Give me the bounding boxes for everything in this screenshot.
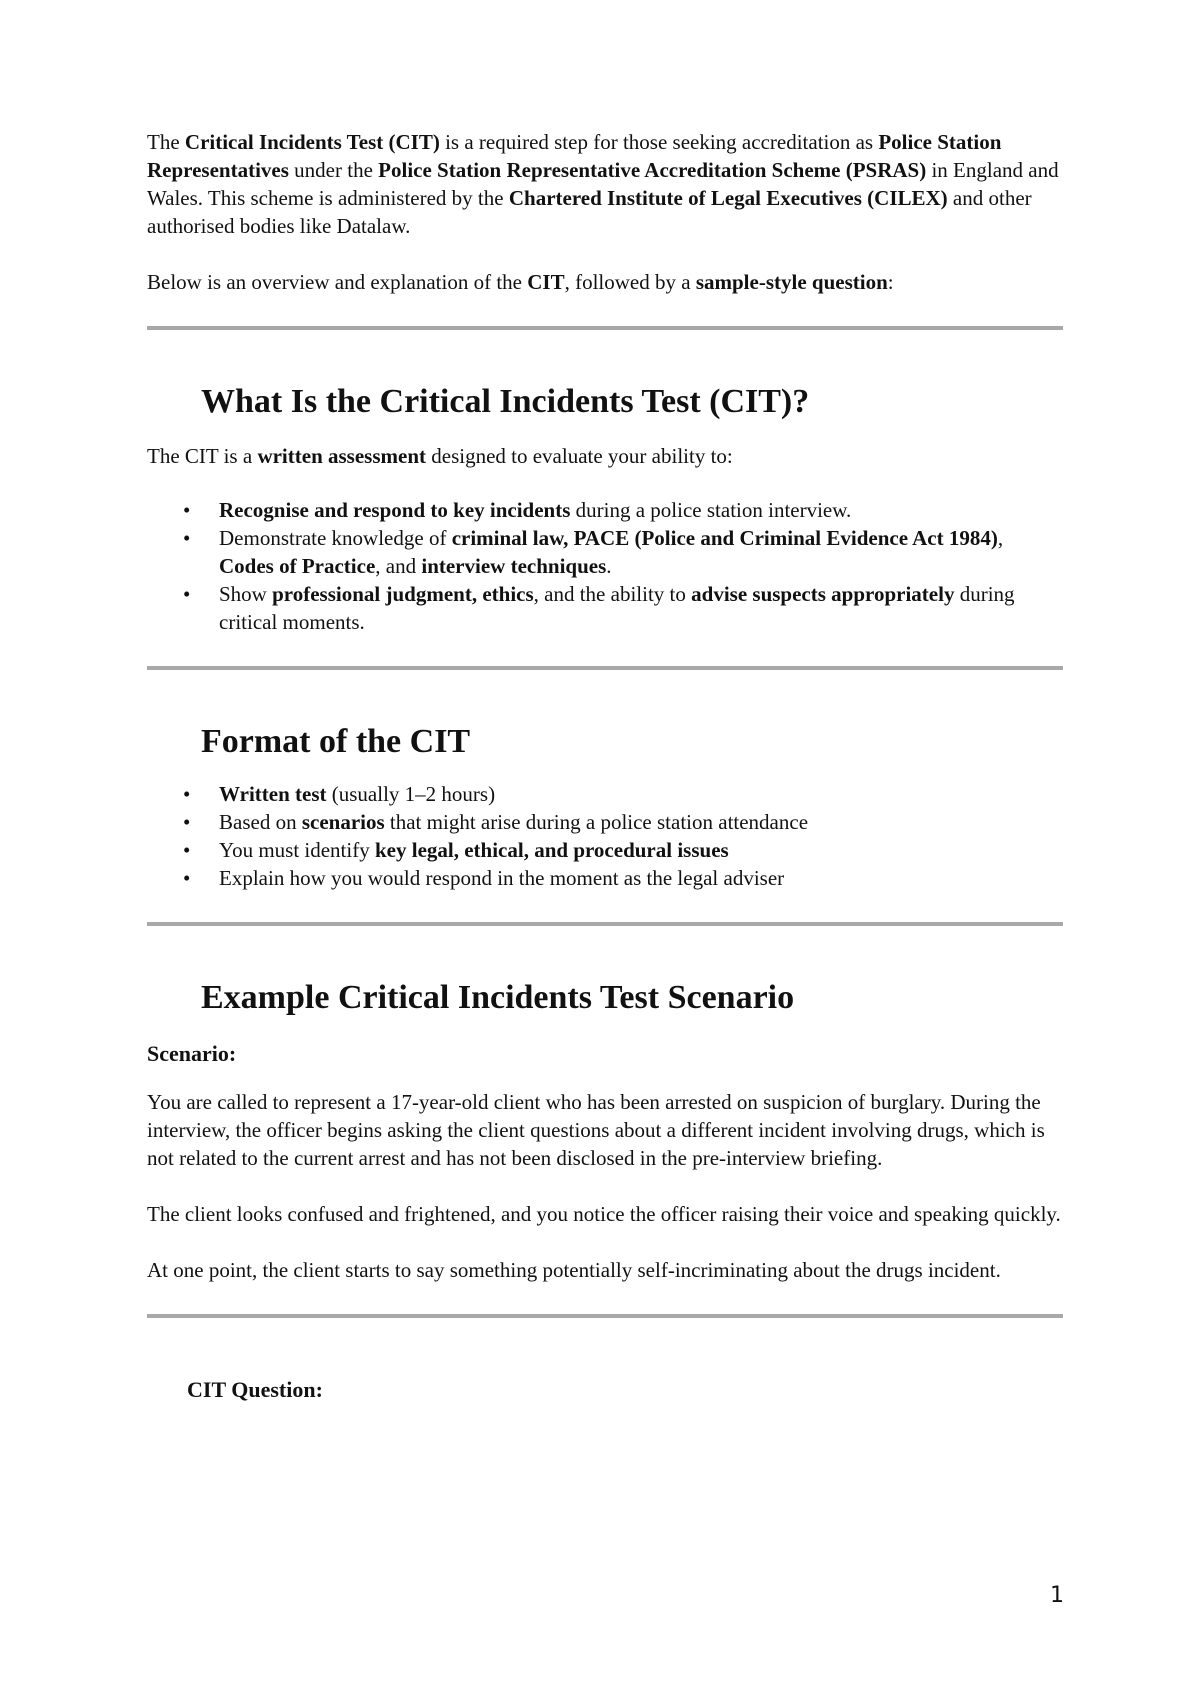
bullet-icon: • xyxy=(183,866,191,890)
overview-paragraph xyxy=(147,268,1063,296)
scenario-paragraph: You are called to represent a 17-year-old client who has been arrested on suspicion of burglary. During the interview, the officer begins asking the client questions about a different incident involving drugs, which is not related to the current arrest and has not been disclosed in the pre-interview briefing. xyxy=(147,1090,1045,1170)
intro-text: is a required step for those seeking accreditation as xyxy=(439,130,879,154)
bullet-icon: • xyxy=(183,810,191,834)
document-page xyxy=(147,128,1063,1404)
section-heading-example: Example Critical Incidents Test Scenario xyxy=(201,979,795,1016)
list-item xyxy=(147,864,1063,892)
list-item-text: Show xyxy=(219,582,273,606)
intro-bold-psras: Police Station Representative Accreditation Scheme (PSRAS) xyxy=(378,158,927,182)
list-item-bold: Recognise and respond to key incidents xyxy=(219,498,571,522)
lead-bold: written assessment xyxy=(257,444,426,468)
list-item-text: that might arise during a police station attendance xyxy=(384,810,809,834)
cit-question-heading: CIT Question: xyxy=(187,1377,323,1402)
list-item-bold: interview techniques xyxy=(421,554,607,578)
scenario-paragraph: The client looks confused and frightened, and you notice the officer raising their voice and speaking quickly. xyxy=(147,1202,1061,1226)
horizontal-rule xyxy=(147,1314,1063,1318)
list-item-bold: key legal, ethical, and procedural issues xyxy=(374,838,729,862)
overview-text: Below is an overview and explanation of the xyxy=(147,270,528,294)
list-item-text: Explain how you would respond in the moment as the legal adviser xyxy=(219,866,785,890)
list-item-text: Based on xyxy=(219,810,302,834)
list-item-text: You must identify xyxy=(219,838,375,862)
list-item-text: (usually 1–2 hours) xyxy=(326,782,496,806)
horizontal-rule xyxy=(147,666,1063,670)
list-item-bold: advise suspects appropriately xyxy=(691,582,955,606)
bullet-icon: • xyxy=(183,838,191,862)
scenario-subheading: Scenario: xyxy=(147,1041,237,1066)
list-item xyxy=(147,780,1063,808)
list-item-text: . xyxy=(606,554,612,578)
bullet-icon: • xyxy=(183,498,191,522)
section-what-lead xyxy=(147,442,1063,470)
list-item-text: during critical moments. xyxy=(219,582,1015,634)
list-item-text: , and the ability to xyxy=(533,582,692,606)
list-item xyxy=(147,496,1063,524)
overview-text: , followed by a xyxy=(564,270,696,294)
list-item-text: , and xyxy=(375,554,422,578)
section-heading-format: Format of the CIT xyxy=(201,723,471,760)
intro-bold-psr: Police Station Representatives xyxy=(147,130,1002,182)
list-item-bold: Written test xyxy=(219,782,327,806)
list-item-text: , xyxy=(997,526,1004,550)
list-item xyxy=(147,808,1063,836)
intro-paragraph xyxy=(147,128,1063,240)
list-item-bold: scenarios xyxy=(301,810,385,834)
overview-bold: CIT xyxy=(527,270,565,294)
list-item-bold: professional judgment, ethics xyxy=(272,582,534,606)
intro-bold-cit: Critical Incidents Test (CIT) xyxy=(184,130,440,154)
section-what-list xyxy=(147,496,1063,636)
section-heading-what: What Is the Critical Incidents Test (CIT)? xyxy=(201,383,810,420)
scenario-paragraph: At one point, the client starts to say something potentially self-incriminating about the drugs incident. xyxy=(147,1258,1001,1282)
section-format-list xyxy=(147,780,1063,892)
list-item-text: during a police station interview. xyxy=(570,498,852,522)
bullet-icon: • xyxy=(183,582,191,606)
list-item-bold: Codes of Practice xyxy=(219,554,376,578)
horizontal-rule xyxy=(147,326,1063,330)
intro-text: The xyxy=(147,130,185,154)
overview-text: : xyxy=(887,270,894,294)
list-item xyxy=(147,524,1063,580)
bullet-icon: • xyxy=(183,782,191,806)
lead-text: The CIT is a xyxy=(147,444,258,468)
intro-text: in England and Wales. This scheme is administered by the xyxy=(147,158,1059,210)
horizontal-rule xyxy=(147,922,1063,926)
intro-text: under the xyxy=(288,158,379,182)
list-item xyxy=(147,580,1063,636)
list-item xyxy=(147,836,1063,864)
page-number: 1 xyxy=(1050,1583,1064,1608)
intro-text: and other authorised bodies like Datalaw. xyxy=(147,186,1032,238)
bullet-icon: • xyxy=(183,526,191,550)
list-item-bold: criminal law, PACE (Police and Criminal Evidence Act 1984) xyxy=(451,526,998,550)
lead-text: designed to evaluate your ability to: xyxy=(426,444,733,468)
list-item-text: Demonstrate knowledge of xyxy=(219,526,452,550)
overview-bold: sample-style question xyxy=(695,270,888,294)
intro-bold-cilex: Chartered Institute of Legal Executives (CILEX) xyxy=(508,186,948,210)
